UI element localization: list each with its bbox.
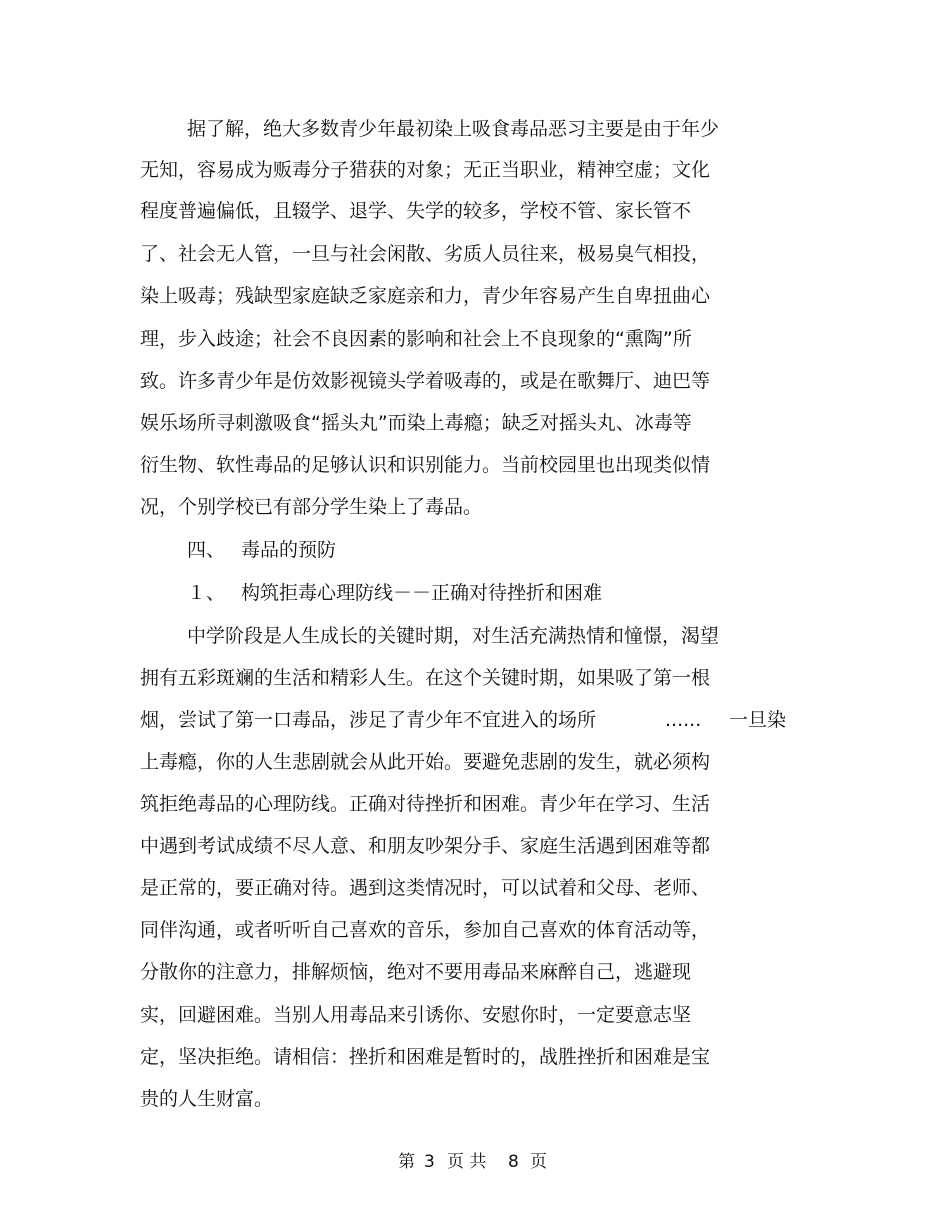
paragraph-text: 筑拒绝毒品的心理防线。正确对待挫折和困难。青少年在学习、生活 (140, 793, 711, 815)
paragraph-text: 是正常的，要正确对待。遇到这类情况时，可以试着和父母、老师、 (140, 877, 711, 899)
paragraph-text: 实，回避困难。当别人用毒品来引诱你、安慰你时，一定要意志坚 (140, 1004, 692, 1026)
paragraph-line (0, 196, 950, 226)
paragraph-line (0, 155, 950, 185)
subsection-title: 构筑拒毒心理防线－－正确对待挫折和困难 (241, 582, 603, 604)
paragraph-text: 上毒瘾，你的人生悲剧就会从此开始。要避免悲剧的发生，就必须构 (140, 751, 711, 773)
paragraph-text: 贵的人生财富。 (140, 1088, 274, 1110)
paragraph-line (0, 789, 950, 819)
paragraph-line (0, 621, 950, 651)
page-number: 3 (424, 1152, 435, 1172)
subsection-number: １、 (187, 582, 226, 604)
paragraph-text: 一旦染 (729, 709, 787, 731)
paragraph-line (0, 705, 950, 735)
paragraph-line (0, 1000, 950, 1030)
paragraph-text: 娱乐场所寻刺激吸食“摇头丸”而染上毒瘾；缺乏对摇头丸、冰毒等 (140, 412, 692, 434)
paragraph-line (0, 747, 950, 777)
paragraph-line (0, 408, 950, 438)
paragraph-text: 况，个别学校已有部分学生染上了毒品。 (140, 496, 483, 518)
paragraph-line (0, 114, 950, 144)
page-prefix: 第 (398, 1152, 415, 1172)
paragraph-line (0, 366, 950, 396)
paragraph-text: 理，步入歧途；社会不良因素的影响和社会上不良现象的“熏陶”所 (140, 328, 692, 350)
paragraph-line (0, 324, 950, 354)
paragraph-line (0, 957, 950, 987)
page-middle: 页 共 (447, 1152, 487, 1172)
total-pages: 8 (508, 1152, 519, 1172)
paragraph-line (0, 663, 950, 693)
paragraph-line (0, 239, 950, 269)
paragraph-line (0, 831, 950, 861)
paragraph-text: 分散你的注意力，排解烦恼，绝对不要用毒品来麻醉自己，逃避现 (140, 961, 692, 983)
section-heading (0, 535, 950, 565)
paragraph-text: 中学阶段是人生成长的关键时期，对生活充满热情和憧憬，渴望 (187, 625, 720, 647)
paragraph-text: 中遇到考试成绩不尽人意、和朋友吵架分手、家庭生活遇到困难等都 (140, 835, 711, 857)
section-number: 四、 (187, 539, 226, 561)
paragraph-text: 据了解，绝大多数青少年最初染上吸食毒品恶习主要是由于年少 (187, 118, 720, 140)
paragraph-line (0, 873, 950, 903)
paragraph-text: 烟，尝试了第一口毒品，涉足了青少年不宜进入的场所 (140, 709, 597, 731)
paragraph-line (0, 1042, 950, 1072)
paragraph-text: 拥有五彩斑斓的生活和精彩人生。在这个关键时期，如果吸了第一根 (140, 667, 711, 689)
paragraph-text: 染上吸毒；残缺型家庭缺乏家庭亲和力，青少年容易产生自卑扭曲心 (140, 285, 711, 307)
page-footer (0, 1150, 950, 1174)
paragraph-text: 程度普遍偏低，且辍学、退学、失学的较多，学校不管、家长管不 (140, 200, 692, 222)
paragraph-line (0, 492, 950, 522)
paragraph-line (0, 915, 950, 945)
subsection-heading (0, 578, 950, 608)
paragraph-line (0, 1084, 950, 1114)
paragraph-text: 衍生物、软性毒品的足够认识和识别能力。当前校园里也出现类似情 (140, 454, 711, 476)
paragraph-text: 了、社会无人管，一旦与社会闲散、劣质人员往来，极易臭气相投， (140, 243, 711, 265)
paragraph-text: 致。许多青少年是仿效影视镜头学着吸毒的，或是在歌舞厅、迪巴等 (140, 370, 711, 392)
paragraph-text: 定，坚决拒绝。请相信：挫折和困难是暂时的，战胜挫折和困难是宝 (140, 1046, 711, 1068)
paragraph-text: 同伴沟通，或者听听自己喜欢的音乐，参加自己喜欢的体育活动等， (140, 919, 711, 941)
paragraph-text: 无知，容易成为贩毒分子猎获的对象；无正当职业，精神空虚；文化 (140, 159, 711, 181)
section-title: 毒品的预防 (241, 539, 337, 561)
page-suffix: 页 (530, 1152, 547, 1172)
ellipsis-text: ...... (665, 709, 702, 731)
paragraph-line (0, 450, 950, 480)
paragraph-line (0, 281, 950, 311)
